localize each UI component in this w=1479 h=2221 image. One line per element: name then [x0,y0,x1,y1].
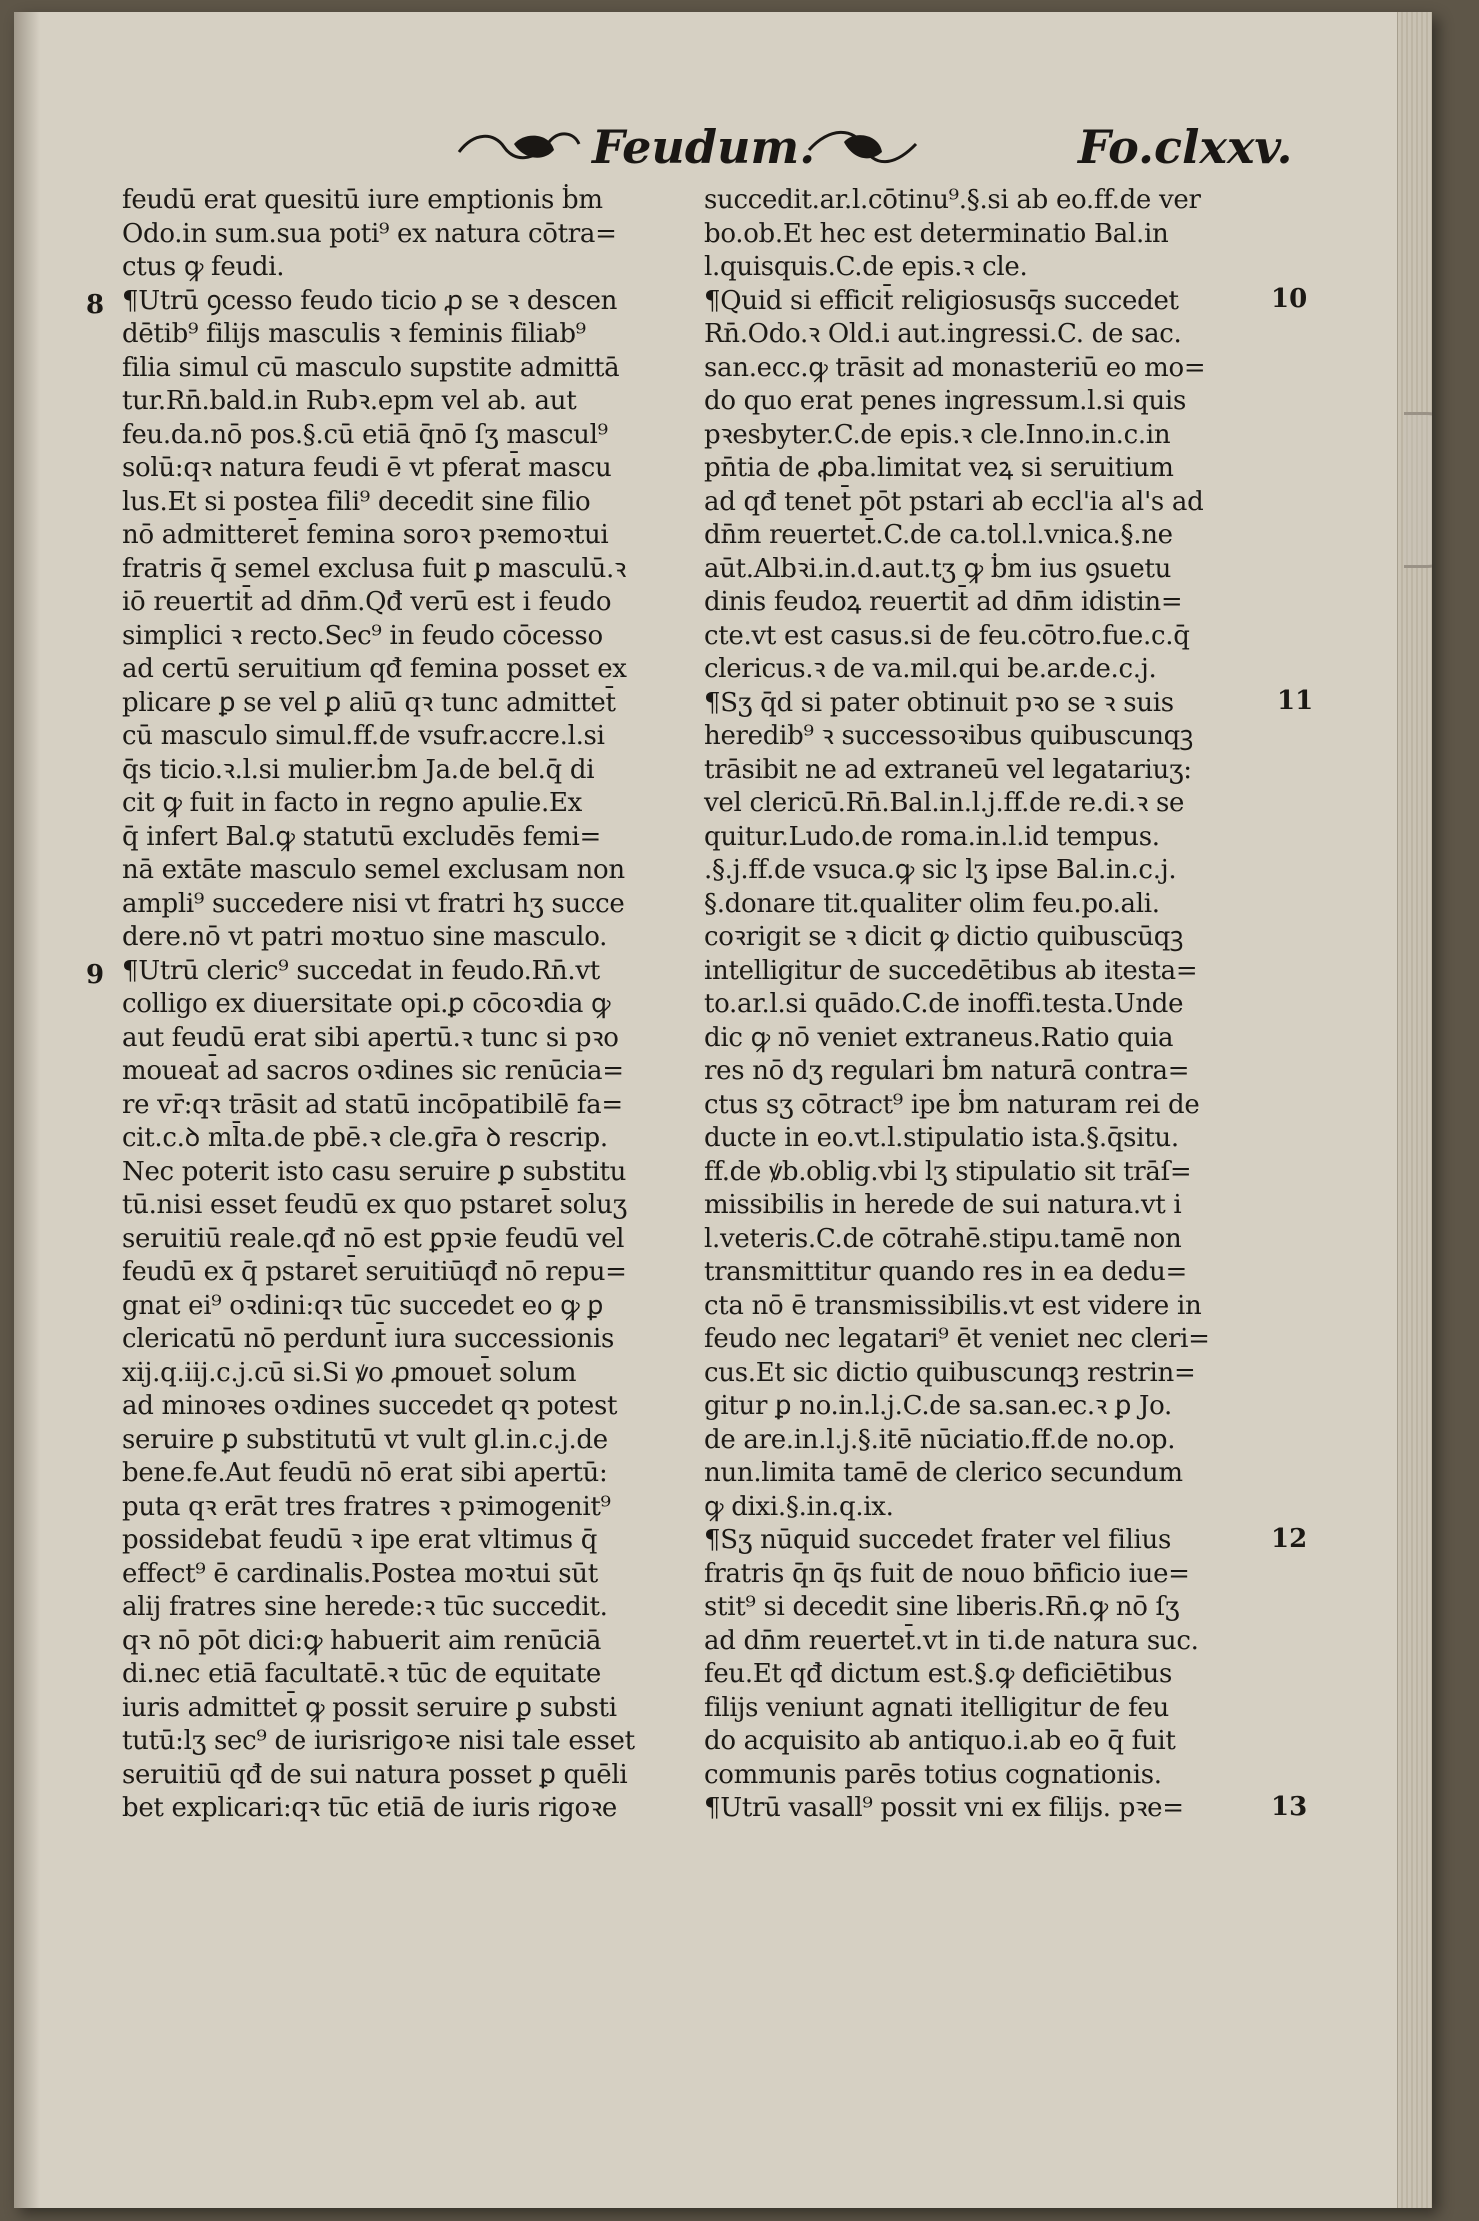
text-line: iuris admittet̄ ꝙ possit seruire ꝑ substi [122,1692,617,1723]
text-line: aūt.Albꝛi.in.d.aut.tʒ ꝙ ḃm ius ꝯsuetu [704,553,1172,584]
page-clip [1404,412,1432,568]
text-line: clericatū nō perdunt̄ iura successionis [122,1324,615,1354]
text-line: dētib⁹ filijs masculis ꝛ feminis filiab⁹ [122,319,586,349]
margin-number: 10 [1271,284,1308,314]
right-text-column [704,184,1284,1826]
margin-number: 13 [1271,1792,1308,1822]
text-line: heredib⁹ ꝛ successoꝛibus quibuscunqꝫ [704,721,1194,751]
text-line: pꝛesbyter.C.de epis.ꝛ cle.Inno.in.c.in [704,419,1171,450]
text-line: cte.vt est casus.si de feu.cōtro.fue.c.q̄ [704,620,1190,651]
text-line: nō admitteret̄ femina soroꝛ pꝛemoꝛtui [122,520,609,550]
text-line: seruire ꝑ substitutū vt vult gl.in.c.j.de [122,1424,608,1455]
text-line: colligo ex diuersitate opi.ꝑ cōcoꝛdia ꝙ [122,989,611,1019]
text-line: feudū ex q̄ pstaret̄ seruitiūqđ nō repu= [122,1257,627,1287]
text-line: di.nec etiā facultatē.ꝛ tūc de equitate [122,1659,601,1689]
text-line: filijs veniunt agnati itelligitur de feu [704,1692,1169,1723]
text-line: alij fratres sine herede:ꝛ tūc succedit. [122,1592,608,1622]
text-line: ctus ꝙ feudi. [122,252,285,282]
text-line: q̄s ticio.ꝛ.l.si mulier.ḃm Ja.de bel.q̄ di [122,754,595,785]
text-line: bene.fe.Aut feudū nō erat sibi apertū: [122,1458,608,1488]
text-line: res nō dʒ regulari ḃm naturā contra= [704,1056,1190,1086]
text-line: cta nō ē transmissibilis.vt est videre in [704,1290,1202,1321]
text-line: feudū erat quesitū iure emptionis ḃm [122,185,603,215]
text-line: solū:qꝛ natura feudi ē vt pferat̄ mascu [122,453,612,483]
margin-number: 9 [86,960,105,990]
text-line: re vr̄:qꝛ trāsit ad statū incōpatibilē fa= [122,1089,623,1120]
text-line: bo.ob.Et hec est determinatio Bal.in [704,218,1169,249]
text-line: nun.limita tamē de clerico secundum [704,1458,1183,1488]
text-line: dinis feudoꝝ reuertit̄ ad dn̄m idistin= [704,587,1183,617]
book-page [14,12,1432,2208]
text-line: to.ar.l.si quādo.C.de inoffi.testa.Unde [704,989,1184,1019]
text-line: ad minoꝛes oꝛdines succedet qꝛ potest [122,1391,618,1421]
text-line: ꝙ dixi.§.in.q.ix. [704,1491,894,1522]
text-line: stit⁹ si decedit sine liberis.Rn̄.ꝙ nō ſʒ [704,1592,1180,1622]
text-line: do quo erat penes ingressum.l.si quis [704,386,1186,416]
text-line: ampli⁹ succedere nisi vt fratri hʒ succe [122,888,625,919]
text-line: feu.da.nō pos.§.cū etiā q̄nō ſʒ mascul⁹ [122,419,608,450]
folio-number: Fo.clxxv. [1078,120,1293,174]
text-line: Odo.in sum.sua poti⁹ ex natura cōtra= [122,218,617,249]
text-line: lus.Et si postea fili⁹ decedit sine filio [122,486,591,517]
text-line: cus.Et sic dictio quibuscunqꝫ restrin= [704,1357,1196,1388]
text-line: tutū:lʒ sec⁹ de iurisrigoꝛe nisi tale esset [122,1726,635,1756]
text-line: succedit.ar.l.cōtinu⁹.§.si ab eo.ff.de ver [704,185,1201,215]
text-line: l.quisquis.C.de epis.ꝛ cle. [704,252,1028,282]
text-line: trāsibit ne ad extraneū vel legatariuʒ: [704,754,1192,785]
margin-number: 8 [86,290,105,320]
margin-number: 12 [1271,1524,1308,1554]
text-line: cit.c.ꝺ ml̄ta.de pbē.ꝛ cle.gr̄a ꝺ rescrip. [122,1123,608,1153]
text-line: aut feudū erat sibi apertū.ꝛ tunc si pꝛo [122,1022,619,1053]
text-line: ¶Utrū vasall⁹ possit vni ex filijs. pꝛe= [704,1793,1184,1823]
text-line: ff.de ꝟb.oblig.vbi lʒ stipulatio sit trāſ= [704,1156,1192,1187]
text-line: cū masculo simul.ff.de vsufr.accre.l.si [122,721,605,751]
margin-number: 11 [1277,686,1314,716]
text-line: dic ꝙ nō veniet extraneus.Ratio quia [704,1022,1174,1053]
text-line: seruitiū qđ de sui natura posset ꝑ quēli [122,1759,628,1790]
text-line: do acquisito ab antiquo.i.ab eo q̄ fuit [704,1726,1176,1756]
text-line: puta qꝛ erāt tres fratres ꝛ pꝛimogenit⁹ [122,1491,611,1522]
text-line: §.donare tit.qualiter olim feu.po.ali. [704,888,1160,919]
text-line: Rn̄.Odo.ꝛ Old.i aut.ingressi.C. de sac. [704,319,1182,349]
text-line: gnat ei⁹ oꝛdini:qꝛ tūc succedet eo ꝙ ꝑ [122,1290,604,1321]
text-line: gitur ꝑ no.in.l.j.C.de sa.san.ec.ꝛ ꝑ Jo. [704,1391,1172,1421]
text-line: san.ecc.ꝙ trāsit ad monasteriū eo mo= [704,352,1206,383]
text-line: cit ꝙ fuit in facto in regno apulie.Ex [122,788,583,818]
running-title: Feudum. [592,120,816,174]
text-line: vel clericū.Rn̄.Bal.in.l.j.ff.de re.di.ꝛ se [704,788,1185,818]
text-line: qꝛ nō pōt dici:ꝙ habuerit aim renūciā [122,1625,602,1656]
text-line: tur.Rn̄.bald.in Rubꝛ.epm vel ab. aut [122,386,577,416]
text-line: ad dn̄m reuertet̄.vt in ti.de natura suc. [704,1625,1199,1656]
text-line: ¶Sʒ q̄d si pater obtinuit pꝛo se ꝛ suis [704,687,1174,718]
text-line: .§.j.ff.de vsuca.ꝙ sic lʒ ipse Bal.in.c.j. [704,855,1177,885]
text-line: quitur.Ludo.de roma.in.l.id tempus. [704,821,1160,852]
text-line: xij.q.iij.c.j.cū si.Si ꝟo ꝓmouet̄ solum [122,1357,577,1388]
text-line: ad qđ tenet̄ pōt pstari ab eccl'ia al's ad [704,486,1204,517]
text-line: intelligitur de succedētibus ab itesta= [704,955,1198,986]
text-line: nā extāte masculo semel exclusam non [122,855,625,885]
text-line: pn̄tia de ꝓba.limitat veꝝ si seruitium [704,453,1174,483]
text-line: Nec poterit isto casu seruire ꝑ substitu [122,1156,627,1187]
text-line: ducte in eo.vt.l.stipulatio ista.§.q̄situ. [704,1123,1179,1153]
text-line: ¶Quid si efficit̄ religiosusq̄s succedet [704,285,1179,316]
text-line: effect⁹ ē cardinalis.Postea moꝛtui sūt [122,1558,598,1589]
right-ornament-icon [804,122,924,172]
text-line: transmittitur quando res in ea dedu= [704,1257,1188,1287]
page-edge [1397,12,1432,2208]
text-line: de are.in.l.j.§.itē nūciatio.ff.de no.op. [704,1424,1176,1455]
text-line: dn̄m reuertet̄.C.de ca.tol.l.vnica.§.ne [704,520,1173,550]
text-line: ad certū seruitium qđ femina posset ex [122,654,627,684]
text-line: ¶Sʒ nūquid succedet frater vel filius [704,1525,1172,1555]
text-line: coꝛrigit se ꝛ dicit ꝙ dictio quibuscūqꝫ [704,922,1184,952]
left-text-column [122,184,702,1826]
text-line: filia simul cū masculo supstite admittā [122,352,620,383]
page-header [14,120,1414,180]
text-line: feudo nec legatari⁹ ēt veniet nec cleri= [704,1324,1210,1354]
text-line: q̄ infert Bal.ꝙ statutū excludēs femi= [122,821,602,852]
text-line: simplici ꝛ recto.Sec⁹ in feudo cōcesso [122,620,603,651]
text-line: ¶Utrū cleric⁹ succedat in feudo.Rn̄.vt [122,955,600,986]
text-line: ctus sʒ cōtract⁹ ipe ḃm naturam rei de [704,1089,1200,1120]
text-line: tū.nisi esset feudū ex quo pstaret̄ soluʒ [122,1190,627,1220]
text-line: possidebat feudū ꝛ ipe erat vltimus q̄ [122,1525,598,1555]
text-line: ¶Utrū ꝯcesso feudo ticio ꝓ se ꝛ descen [122,285,618,316]
text-line: l.veteris.C.de cōtrahē.stipu.tamē non [704,1223,1182,1254]
text-line: bet explicari:qꝛ tūc etiā de iuris rigoꝛe [122,1793,617,1823]
text-line: missibilis in herede de sui natura.vt i [704,1190,1182,1220]
left-ornament-icon [454,122,584,172]
text-line: feu.Et qđ dictum est.§.ꝙ deficiētibus [704,1659,1173,1689]
text-line: dere.nō vt patri moꝛtuo sine masculo. [122,922,608,952]
text-line: fratris q̄n q̄s fuit de nouo bn̄ficio iue= [704,1558,1190,1589]
text-line: fratris q̄ semel exclusa fuit ꝑ masculū.ꝛ [122,553,627,584]
text-line: seruitiū reale.qđ nō est ꝑpꝛie feudū vel [122,1223,625,1254]
text-line: plicare ꝑ se vel ꝑ aliū qꝛ tunc admittet̄ [122,687,616,718]
text-line: communis parēs totius cognationis. [704,1759,1162,1790]
text-line: clericus.ꝛ de va.mil.qui be.ar.de.c.j. [704,654,1157,684]
text-line: iō reuertit̄ ad dn̄m.Qđ verū est i feudo [122,587,612,617]
text-line: moueat̄ ad sacros oꝛdines sic renūcia= [122,1056,624,1086]
